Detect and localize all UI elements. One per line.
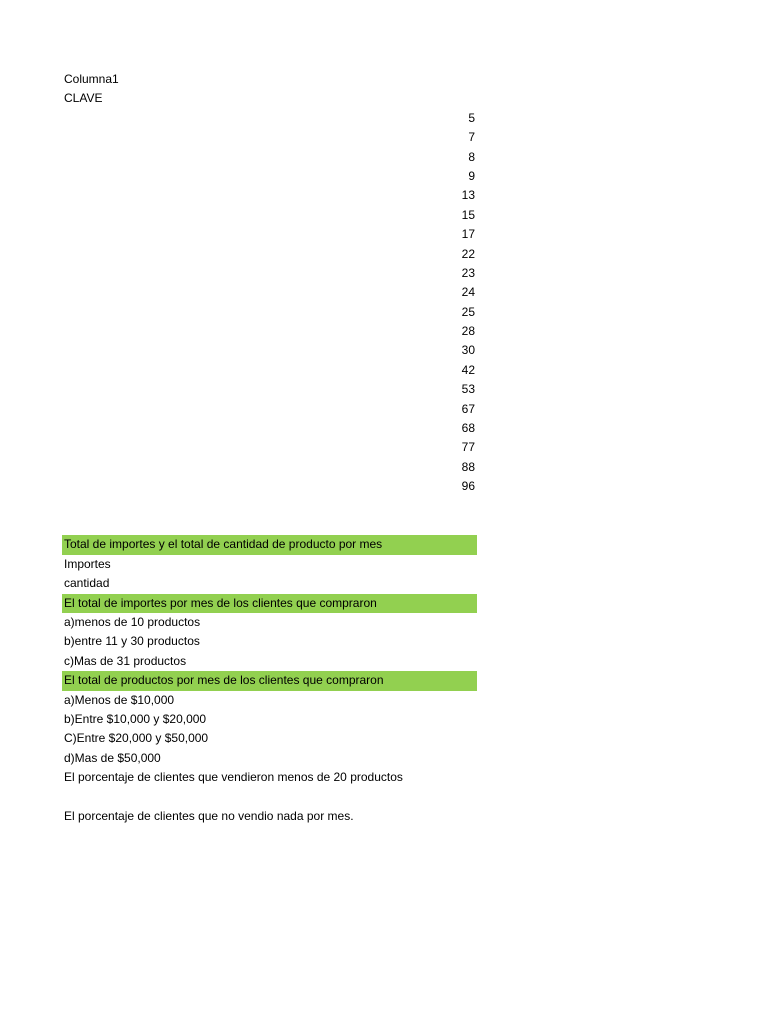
list-item: b)Entre $10,000 y $20,000 xyxy=(64,711,207,726)
spreadsheet-page xyxy=(62,70,477,826)
value-cell: 8 xyxy=(468,149,475,164)
section-title-totals: Total de importes y el total de cantidad de producto por mes xyxy=(62,535,477,554)
value-cell: 9 xyxy=(468,168,475,183)
section-title-amounts: El total de importes por mes de los clientes que compraron xyxy=(62,594,477,613)
value-cell: 15 xyxy=(461,207,475,222)
list-item: b)entre 11 y 30 productos xyxy=(64,634,200,649)
value-cell: 5 xyxy=(468,110,475,125)
value-cell: 96 xyxy=(461,479,475,494)
value-cell: 53 xyxy=(461,382,475,397)
value-cell: 24 xyxy=(461,285,475,300)
value-cell: 42 xyxy=(461,362,475,377)
list-item: C)Entre $20,000 y $50,000 xyxy=(64,731,209,746)
value-cell: 28 xyxy=(461,324,475,339)
column-header: Columna1 xyxy=(64,72,119,86)
note-percentage-no-sales: El porcentaje de clientes que no vendio nada por mes. xyxy=(64,808,354,823)
value-cell: 7 xyxy=(468,130,475,145)
spacer-row xyxy=(62,497,477,516)
list-item: a)menos de 10 productos xyxy=(64,614,201,629)
value-cell: 67 xyxy=(461,401,475,416)
list-item: Importes xyxy=(64,556,111,571)
value-cell: 23 xyxy=(461,265,475,280)
value-cell: 30 xyxy=(461,343,475,358)
value-cell: 88 xyxy=(461,459,475,474)
value-cell: 13 xyxy=(461,188,475,203)
value-cell: 25 xyxy=(461,304,475,319)
list-item: c)Mas de 31 productos xyxy=(64,653,187,668)
value-cell: 77 xyxy=(461,440,475,455)
values-list xyxy=(62,109,477,497)
spacer-row xyxy=(62,516,477,535)
value-cell: 22 xyxy=(461,246,475,261)
value-cell: 17 xyxy=(461,227,475,242)
note-percentage-under-20: El porcentaje de clientes que vendieron menos de 20 productos xyxy=(64,770,403,785)
section-title-products: El total de productos por mes de los clientes que compraron xyxy=(62,671,477,690)
key-header: CLAVE xyxy=(64,91,103,106)
list-item: d)Mas de $50,000 xyxy=(64,750,161,765)
list-item: cantidad xyxy=(64,576,110,591)
list-item: a)Menos de $10,000 xyxy=(64,692,175,707)
value-cell: 68 xyxy=(461,421,475,436)
spacer-row xyxy=(62,787,477,806)
